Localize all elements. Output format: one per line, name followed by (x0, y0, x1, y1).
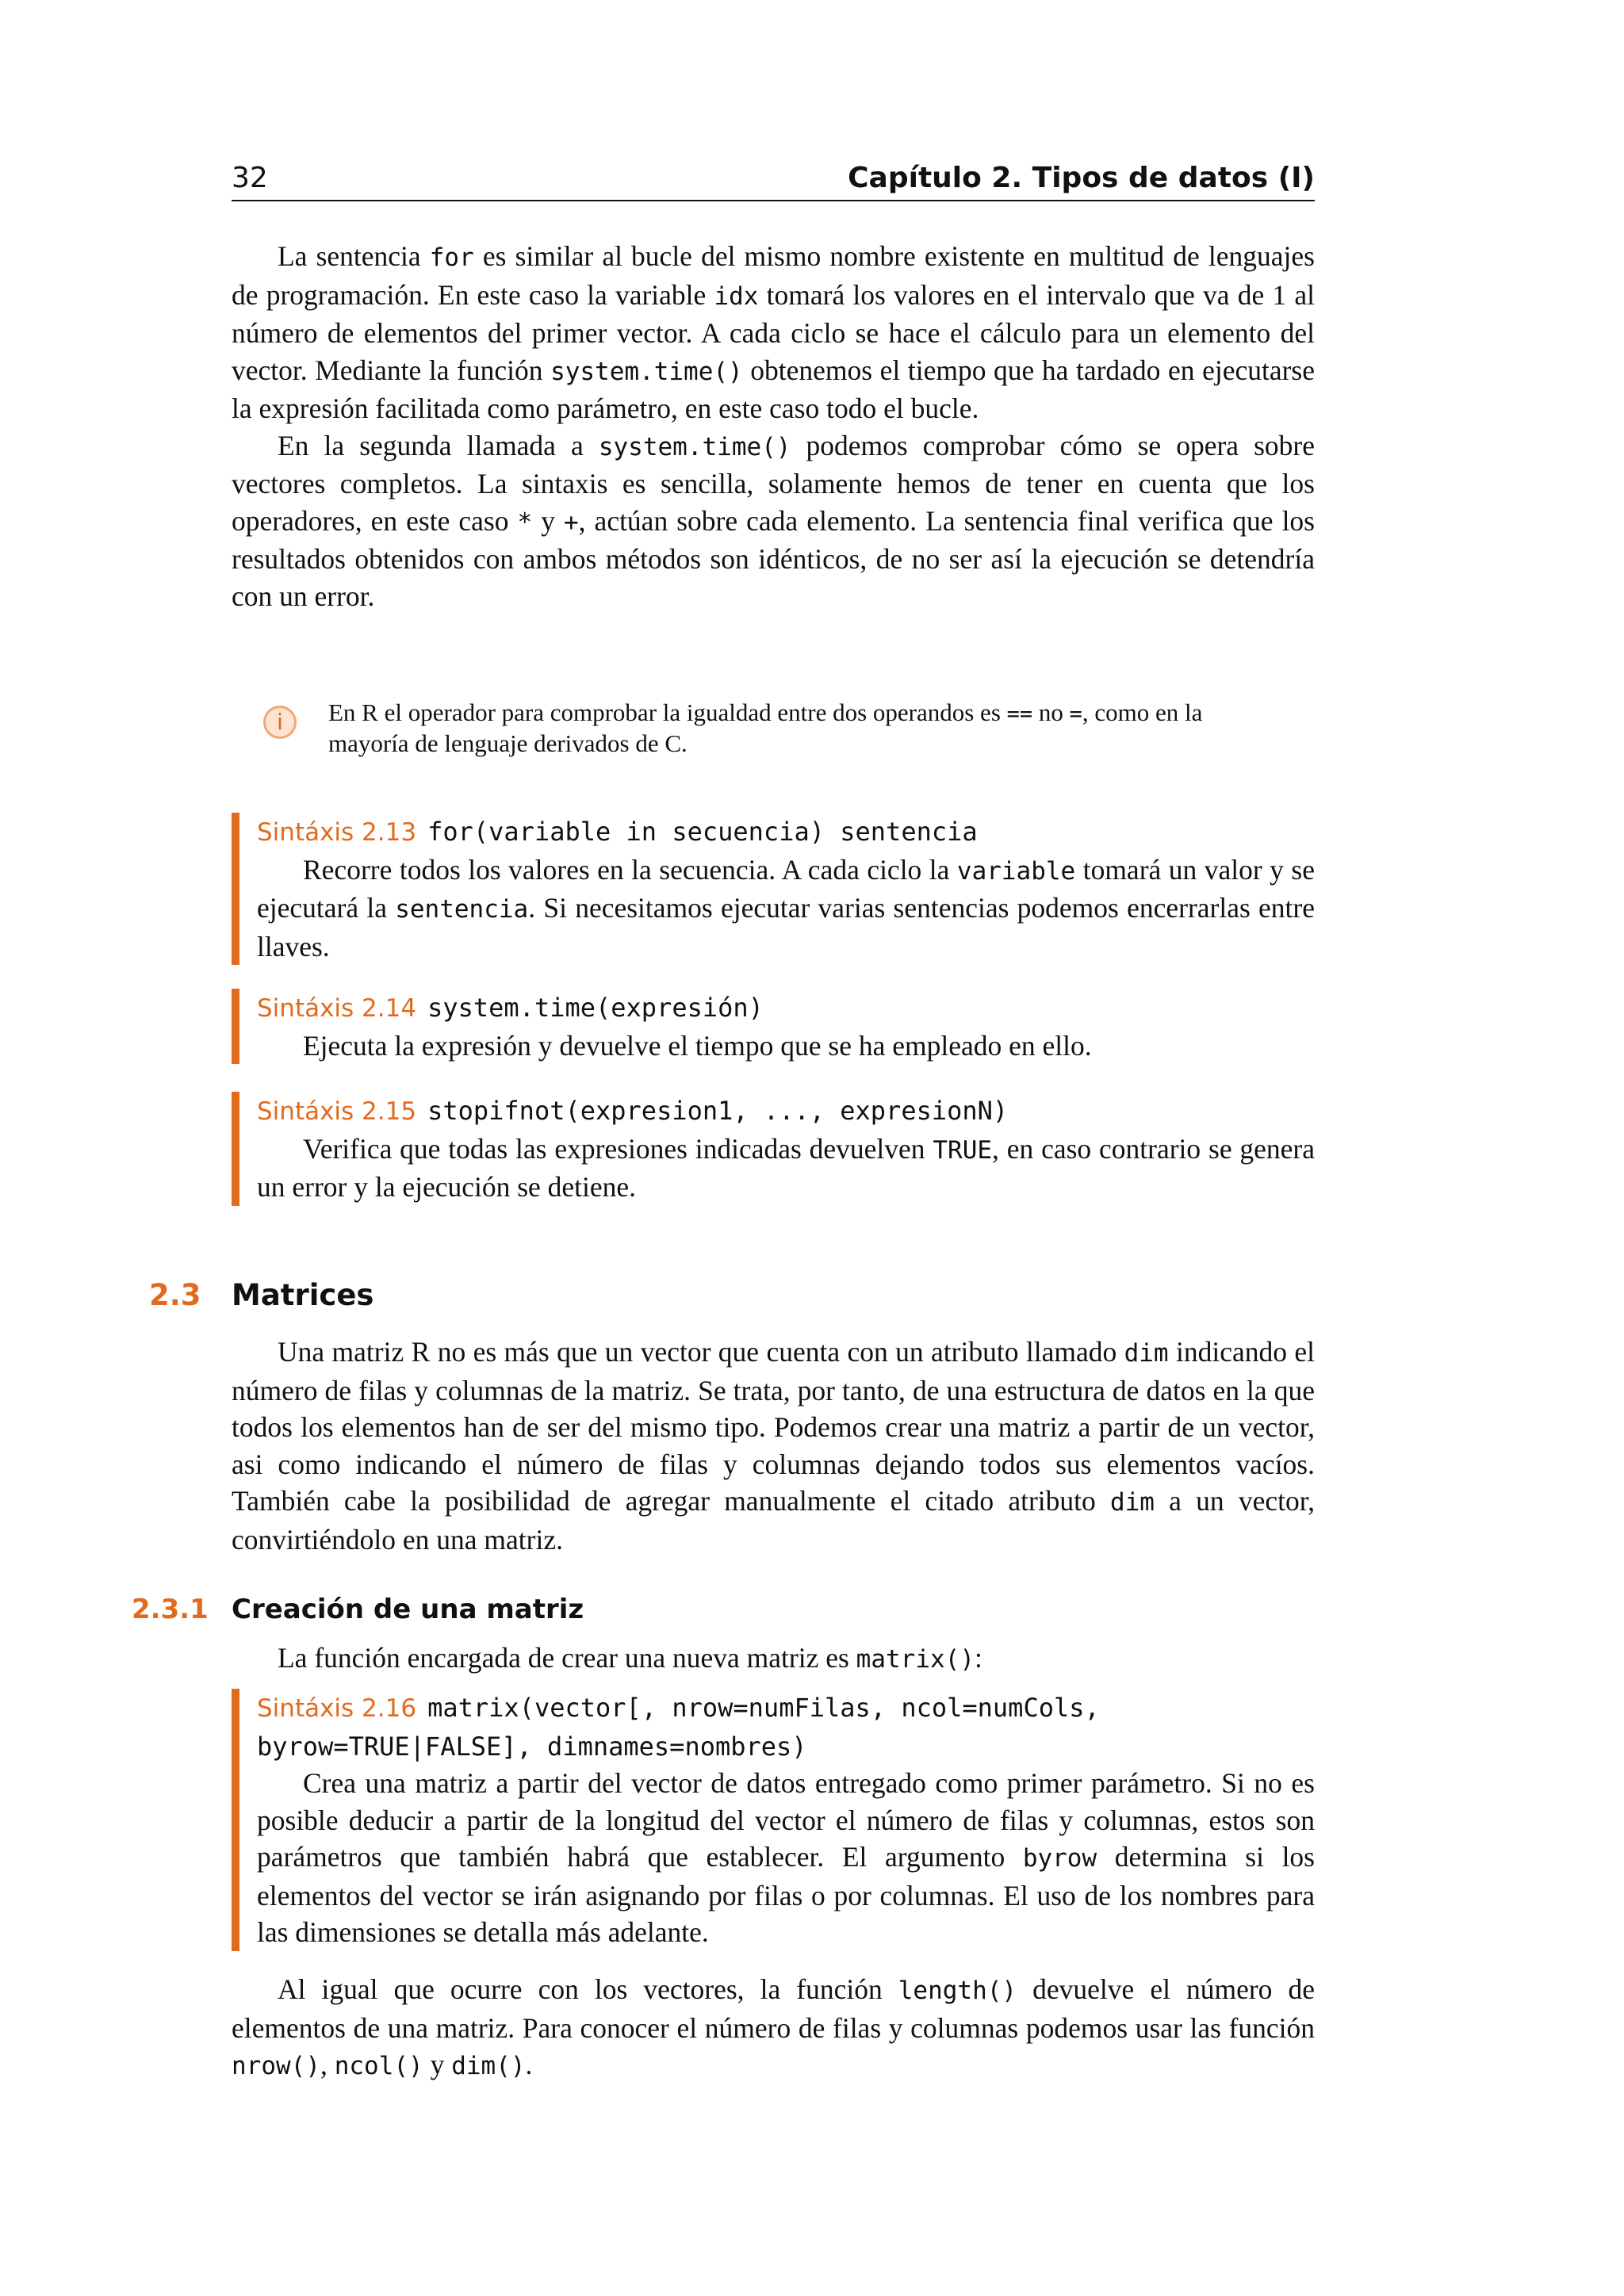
syntax-box-2-16 (232, 1689, 1315, 1951)
body-text-bottom (232, 1971, 1315, 2085)
syntax-code: system.time(expresión) (427, 993, 764, 1023)
syntax-description: Ejecuta la expresión y devuelve el tiempo que se ha empleado en ello. (303, 1029, 1092, 1062)
paragraph-matrix-intro: Una matriz R no es más que un vector que cuenta con un atributo llamado dim indicando el número de filas y columnas de la matriz. Se trata, por tanto, de una estructura de datos en la que todos los elementos han de ser del mismo tipo. Podemos crear una matriz a partir de un vector, asi como indicando el número de filas y columnas dejando todos sus elementos vacíos. También cabe la posibilidad de agregar manualmente el citado atributo dim a un vector, convirtiéndolo en una matriz. (232, 1336, 1315, 1556)
section-number: 2.3 (149, 1278, 201, 1312)
syntax-description: Recorre todos los valores en la secuencia. A cada ciclo la variable tomará un valor y se ejecutará la sentencia. Si necesitamos ejecutar varias sentencias podemos encerrarlas entre llaves. (257, 853, 1315, 962)
syntax-box-2-14 (232, 989, 1315, 1064)
chapter-title: Capítulo 2. Tipos de datos (I) (848, 162, 1315, 194)
syntax-code: for(variable in secuencia) sentencia (427, 817, 978, 847)
paragraph-matrix-function: La función encargada de crear una nueva matriz es matrix(): (278, 1642, 982, 1674)
info-note-text: En R el operador para comprobar la igualdad entre dos operandos es == no =, como en la mayoría de lenguaje derivados de C. (328, 698, 1203, 757)
syntax-title (257, 813, 1315, 851)
syntax-box-2-13 (232, 813, 1315, 965)
syntax-code: stopifnot(expresion1, ..., expresionN) (427, 1096, 1009, 1126)
syntax-description: Verifica que todas las expresiones indicadas devuelven TRUE, en caso contrario se genera un error y la ejecución se detiene. (257, 1132, 1316, 1203)
paragraph-for-loop: La sentencia for es similar al bucle del mismo nombre existente en multitud de lenguajes de programación. En este caso la variable idx tomará los valores en el intervalo que va de 1 al número de elementos del primer vector. A cada ciclo se hace el cálculo para un elemento del vector. Mediante la función system.time() obtenemos el tiempo que ha tardado en ejecutarse la expresión facilitada como parámetro, en este caso todo el bucle. (232, 240, 1315, 424)
page-header (232, 160, 1315, 201)
subsection-heading-2-3-1 (132, 1594, 1313, 1630)
body-text-matrices (232, 1334, 1315, 1558)
syntax-label: Sintáxis 2.15 (257, 1097, 417, 1126)
subsection-title: Creación de una matriz (232, 1594, 584, 1625)
syntax-title (257, 989, 1315, 1027)
syntax-label: Sintáxis 2.16 (257, 1694, 417, 1723)
section-heading-2-3 (149, 1278, 1315, 1318)
section-title: Matrices (232, 1278, 374, 1312)
syntax-code: matrix(vector[, nrow=numFilas, ncol=numCols, byrow=TRUE|FALSE], dimnames=nombres) (257, 1693, 1100, 1762)
subsection-number: 2.3.1 (132, 1594, 209, 1625)
syntax-description: Crea una matriz a partir del vector de datos entregado como primer parámetro. Si no es posible deducir a partir de la longitud del vector el número de filas y columnas, estos son parámetros que también habrá que establecer. El argumento byrow determina si los elementos del vector se irán asignando por filas o por columnas. El uso de los nombres para las dimensiones se detalla más adelante. (257, 1767, 1316, 1948)
syntax-title (257, 1689, 1315, 1765)
body-text-matrix-function (232, 1640, 1315, 1678)
syntax-label: Sintáxis 2.13 (257, 818, 417, 847)
body-text-top (232, 238, 1315, 614)
page-number: 32 (232, 162, 268, 194)
info-icon: i (263, 706, 297, 739)
syntax-box-2-15 (232, 1092, 1315, 1206)
syntax-title (257, 1092, 1315, 1131)
paragraph-vector-ops: En la segunda llamada a system.time() podemos comprobar cómo se opera sobre vectores completos. La sintaxis es sencilla, solamente hemos de tener en cuenta que los operadores, en este caso * y +, actúan sobre cada elemento. La sentencia final verifica que los resultados obtenidos con ambos métodos son idénticos, de no ser así la ejecución se detendría con un error. (232, 429, 1316, 612)
syntax-label: Sintáxis 2.14 (257, 994, 417, 1023)
paragraph-length-function: Al igual que ocurre con los vectores, la función length() devuelve el número de elementos de una matriz. Para conocer el número de filas y columnas podemos usar las función nrow(), ncol() y dim(). (232, 1973, 1315, 2080)
